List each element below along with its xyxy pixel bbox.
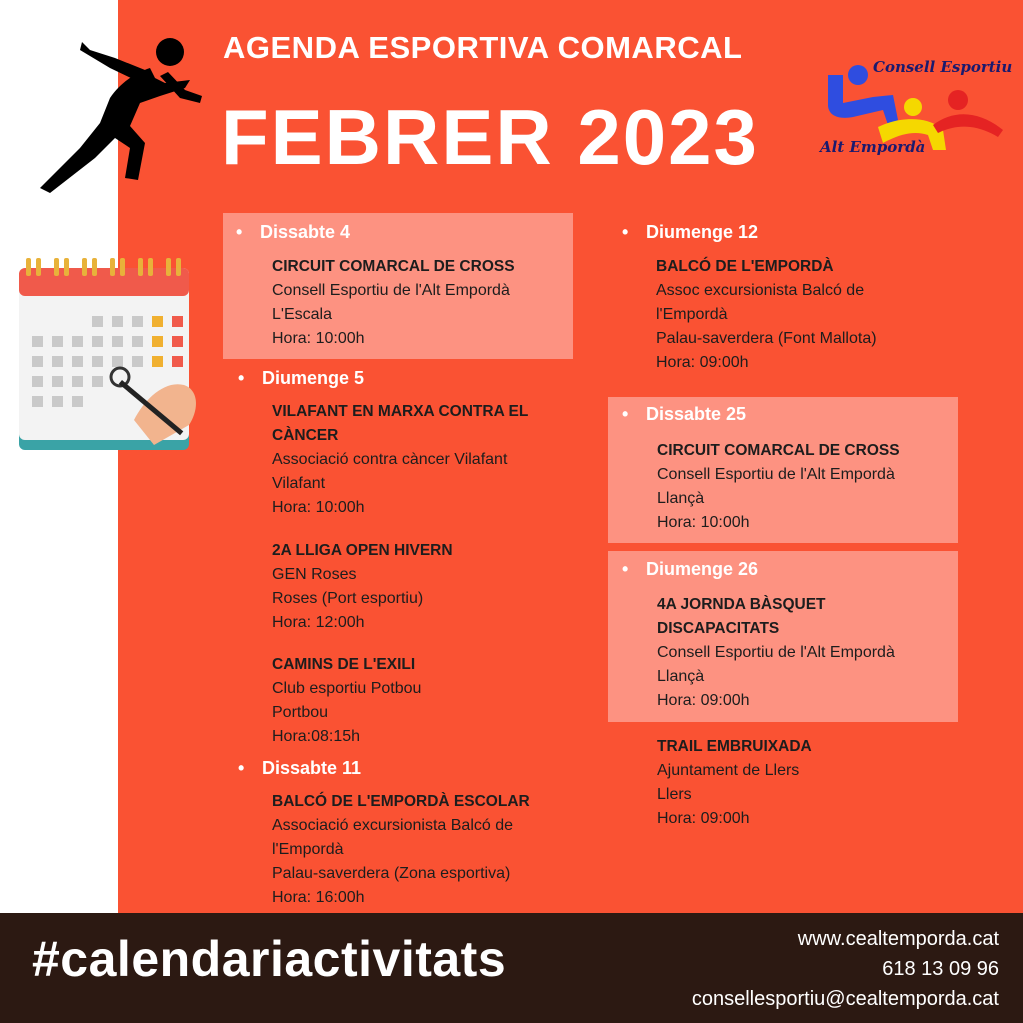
event-location: Llançà [657, 668, 705, 685]
day-heading: • Diumenge 26 [622, 559, 758, 580]
event-time: Hora: 09:00h [656, 354, 749, 371]
event-location: Llers [657, 786, 692, 803]
event-organizer-cont: l'Empordà [272, 841, 344, 858]
day-heading: • Diumenge 5 [238, 368, 364, 389]
event-organizer: Associació contra càncer Vilafant [272, 451, 508, 468]
day-heading: • Dissabte 11 [238, 758, 361, 779]
event-location: Palau-saverdera (Font Mallota) [656, 330, 877, 347]
event-organizer: Associació excursionista Balcó de [272, 817, 514, 834]
event-organizer: Consell Esportiu de l'Alt Empordà [657, 466, 895, 483]
event-location: Palau-saverdera (Zona esportiva) [272, 865, 511, 882]
hashtag-text: #calendariactivitats [32, 931, 507, 987]
event-time: Hora: 09:00h [657, 810, 750, 827]
event-time: Hora: 16:00h [272, 889, 365, 906]
event-item [657, 735, 957, 831]
event-location: Llançà [657, 490, 705, 507]
event-item [272, 653, 572, 749]
event-organizer-cont: l'Empordà [656, 306, 728, 323]
event-item [656, 255, 956, 375]
event-title: TRAIL EMBRUIXADA [657, 738, 812, 755]
event-organizer: Club esportiu Potbou [272, 680, 422, 697]
runner-icon [20, 28, 210, 198]
event-time: Hora: 09:00h [657, 692, 750, 709]
event-organizer: Consell Esportiu de l'Alt Empordà [272, 282, 510, 299]
event-organizer: Ajuntament de Llers [657, 762, 800, 779]
event-title: CIRCUIT COMARCAL DE CROSS [272, 258, 515, 275]
day-heading: • Diumenge 12 [622, 222, 758, 243]
event-time: Hora: 10:00h [272, 330, 365, 347]
event-title: 2A LLIGA OPEN HIVERN [272, 542, 453, 559]
event-title: BALCÓ DE L'EMPORDÀ ESCOLAR [272, 793, 530, 810]
event-title: BALCÓ DE L'EMPORDÀ [656, 258, 834, 275]
event-organizer: Assoc excursionista Balcó de [656, 282, 865, 299]
event-organizer: Consell Esportiu de l'Alt Empordà [657, 644, 895, 661]
event-time: Hora: 10:00h [272, 499, 365, 516]
event-item [657, 439, 957, 535]
event-item [272, 255, 572, 351]
event-time: Hora: 12:00h [272, 614, 365, 631]
day-heading: • Dissabte 4 [236, 222, 350, 243]
event-location: Vilafant [272, 475, 326, 492]
event-title: 4A JORNDA BÀSQUET DISCAPACITATS [657, 596, 826, 637]
day-heading: • Dissabte 25 [622, 404, 746, 425]
event-location: Roses (Port esportiu) [272, 590, 424, 607]
logo-text-bottom: Alt Empordà [820, 138, 926, 156]
consell-esportiu-logo [818, 55, 1013, 165]
website-link[interactable]: www.cealtemporda.cat [797, 928, 999, 950]
event-title: VILAFANT EN MARXA CONTRA EL CÀNCER [272, 403, 529, 444]
event-title: CIRCUIT COMARCAL DE CROSS [657, 442, 900, 459]
event-item [272, 400, 562, 520]
event-organizer: GEN Roses [272, 566, 357, 583]
event-location: L'Escala [272, 306, 332, 323]
event-time: Hora:08:15h [272, 728, 361, 745]
logo-text-top: Consell Esportiu [873, 58, 1013, 76]
event-item [272, 539, 572, 635]
event-item [657, 593, 917, 713]
calendar-icon [14, 250, 204, 460]
event-time: Hora: 10:00h [657, 514, 750, 531]
email-link[interactable]: consellesportiu@cealtemporda.cat [691, 988, 999, 1010]
page-title: FEBRER 2023 [221, 93, 759, 181]
event-item [272, 790, 572, 910]
phone-number[interactable]: 618 13 09 96 [882, 958, 999, 980]
event-location: Portbou [272, 704, 329, 721]
page-subtitle: AGENDA ESPORTIVA COMARCAL [223, 30, 743, 65]
event-title: CAMINS DE L'EXILI [272, 656, 416, 673]
